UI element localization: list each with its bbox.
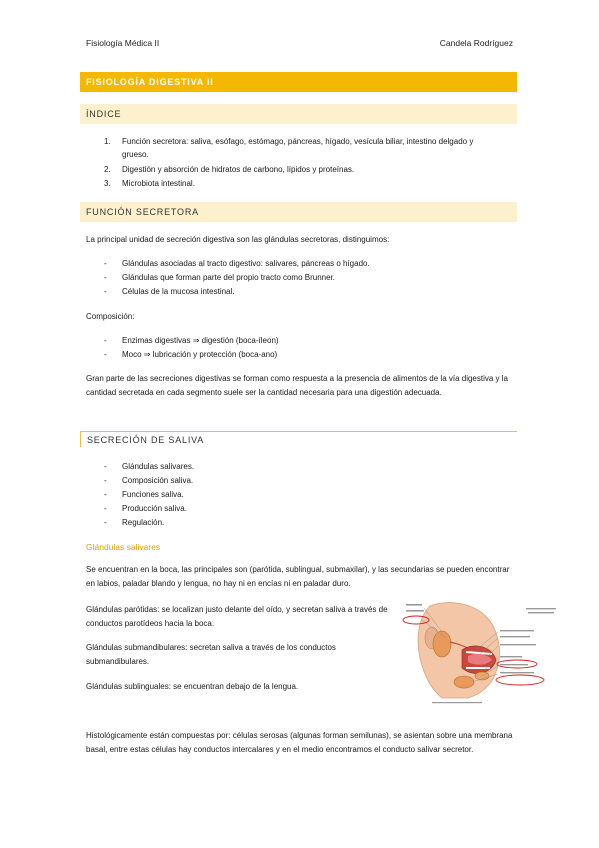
section-heading-funcion-secretora: FUNCIÓN SECRETORA xyxy=(80,202,517,222)
list-item: - Glándulas salivares. xyxy=(104,462,195,471)
submandibulares-paragraph: Glándulas submandibulares: secretan saliva a través de los conductos submandibulares. xyxy=(86,643,336,666)
subheading-glandulas-salivares: Glándulas salivares xyxy=(86,542,161,552)
header-course: Fisiología Médica II xyxy=(86,38,160,48)
list-item: - Moco ⇒ lubricación y protección (boca-ano) xyxy=(104,350,278,359)
list-item: - Enzimas digestivas ⇒ digestión (boca-íleon) xyxy=(104,336,279,345)
list-item: - Composición saliva. xyxy=(104,476,194,485)
document-title: FISIOLOGÍA DIGESTIVA II xyxy=(80,72,517,92)
list-item: - Regulación. xyxy=(104,518,165,527)
list-item: - Células de la mucosa intestinal. xyxy=(104,287,235,296)
index-item: 2. Digestión y absorción de hidratos de carbono, lípidos y proteínas. xyxy=(104,165,355,174)
funcion-closing-paragraph: Gran parte de las secreciones digestivas se forman como respuesta a la presencia de alimentos de la vía digestiva y la cantidad secretada en cada segmento suele ser la cantidad necesaria para una digestión adecuada. xyxy=(86,374,508,397)
header-author: Candela Rodríguez xyxy=(439,38,513,48)
list-item: - Glándulas asociadas al tracto digestivo: salivares, páncreas o hígado. xyxy=(104,259,370,268)
index-item: 1. Función secretora: saliva, esófago, estómago, páncreas, hígado, vesícula biliar, intestino delgado y grueso. xyxy=(104,137,474,159)
salivary-glands-illustration xyxy=(402,598,568,708)
sublinguales-paragraph: Glándulas sublinguales: se encuentran debajo de la lengua. xyxy=(86,682,299,691)
list-item: - Producción saliva. xyxy=(104,504,187,513)
saliva-paragraph: Se encuentran en la boca, las principales son (parótida, sublingual, submaxilar), y las secundarias se pueden encontrar en labios, paladar blando y lengua, no hay ni en encías ni en paladar duro. xyxy=(86,565,510,588)
parotidas-paragraph: Glándulas parótidas: se localizan justo delante del oído, y secretan saliva a través de conductos parotídeos hacia la boca. xyxy=(86,605,388,628)
section-heading-secrecion-saliva: SECRECIÓN DE SALIVA xyxy=(80,431,517,447)
list-item: - Funciones saliva. xyxy=(104,490,184,499)
list-item: - Glándulas que forman parte del propio tracto como Brunner. xyxy=(104,273,336,282)
index-item: 3. Microbiota intestinal. xyxy=(104,179,195,188)
histologia-paragraph: Histológicamente están compuestas por: células serosas (algunas forman semilunas), se asientan sobre una membrana basal, entre estas células hay conductos intercalares y en el medio encontramos el conducto salivar secretor. xyxy=(86,731,513,754)
section-heading-indice: ÍNDICE xyxy=(80,104,517,124)
funcion-intro: La principal unidad de secreción digestiva son las glándulas secretoras, distinguimos: xyxy=(86,235,390,244)
composicion-label: Composición: xyxy=(86,312,135,321)
